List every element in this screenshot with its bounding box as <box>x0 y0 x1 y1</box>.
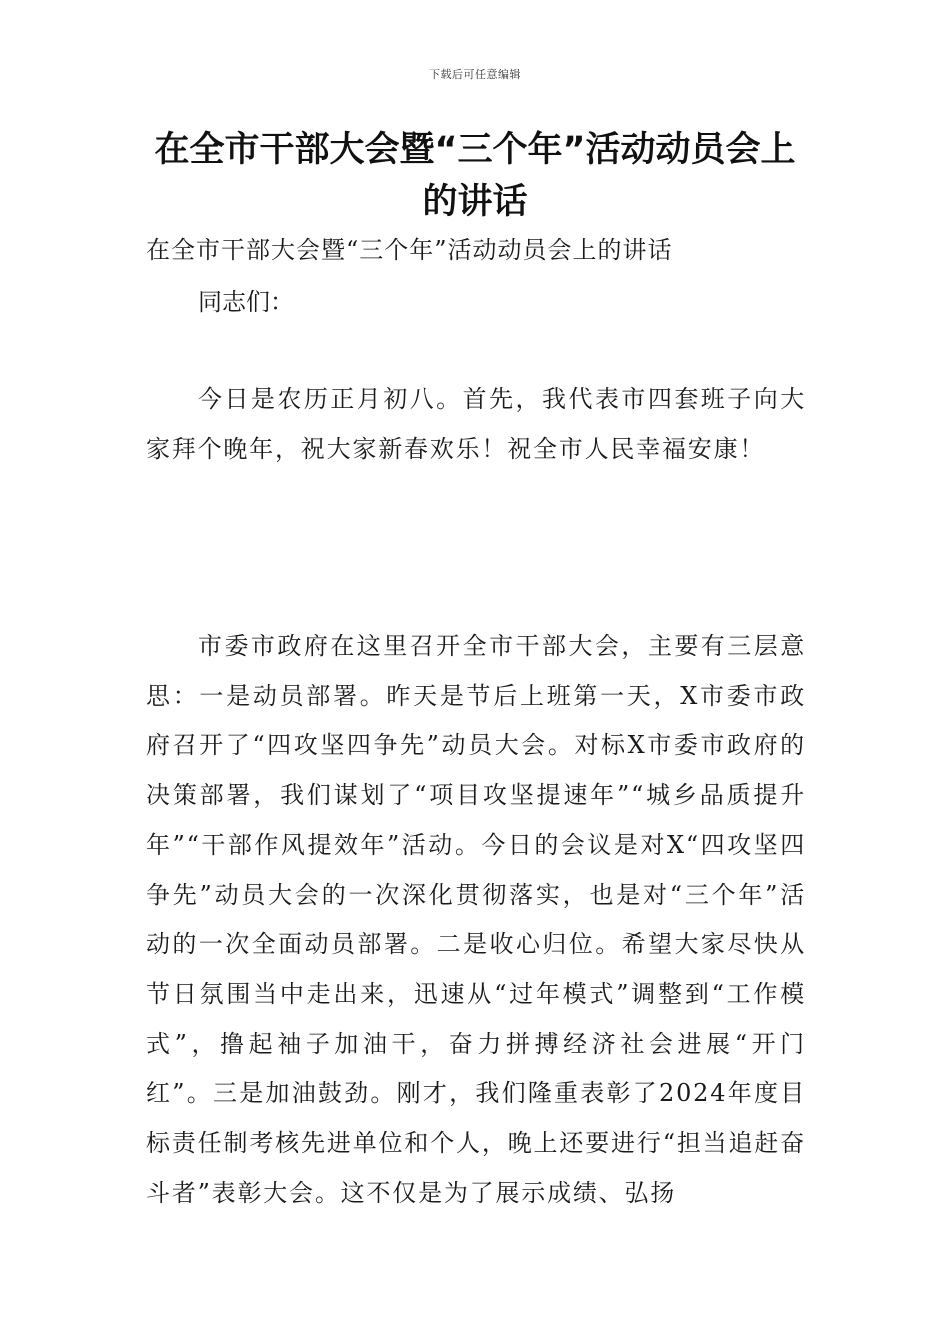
paragraph-greeting: 今日是农历正月初八。首先，我代表市四套班子向大家拜个晚年，祝大家新春欢乐！祝全市人民幸福安康！ <box>146 385 806 463</box>
salutation: 同志们： <box>198 288 294 316</box>
paragraph-body: 市委市政府在这里召开全市干部大会，主要有三层意思：一是动员部署。昨天是节后上班第一天，X市委市政府召开了“四攻坚四争先”动员大会。对标X市委市政府的决策部署，我们谋划了“项目攻坚提速年”“城乡品质提升年”“干部作风提效年”活动。今日的会议是对X“四攻坚四争先”动员大会的一次深化贯彻落实，也是对“三个年”活动的一次全面动员部署。二是收心归位。希望大家尽快从节日氛围当中走出来，迅速从“过年模式”调整到“工作模式”，撸起袖子加油干，奋力拼搏经济社会进展“开门红”。三是加油鼓劲。刚才，我们隆重表彰了2024年度目标责任制考核先进单位和个人，晚上还要进行“担当追赶奋斗者”表彰大会。这不仅是为了展示成绩、弘扬 <box>146 632 806 1207</box>
header-note: 下载后可任意编辑 <box>429 68 521 81</box>
document-subtitle: 在全市干部大会暨“三个年”活动动员会上的讲话 <box>146 236 673 264</box>
document-title: 在全市干部大会暨“三个年”活动动员会上的讲话 <box>154 130 796 222</box>
